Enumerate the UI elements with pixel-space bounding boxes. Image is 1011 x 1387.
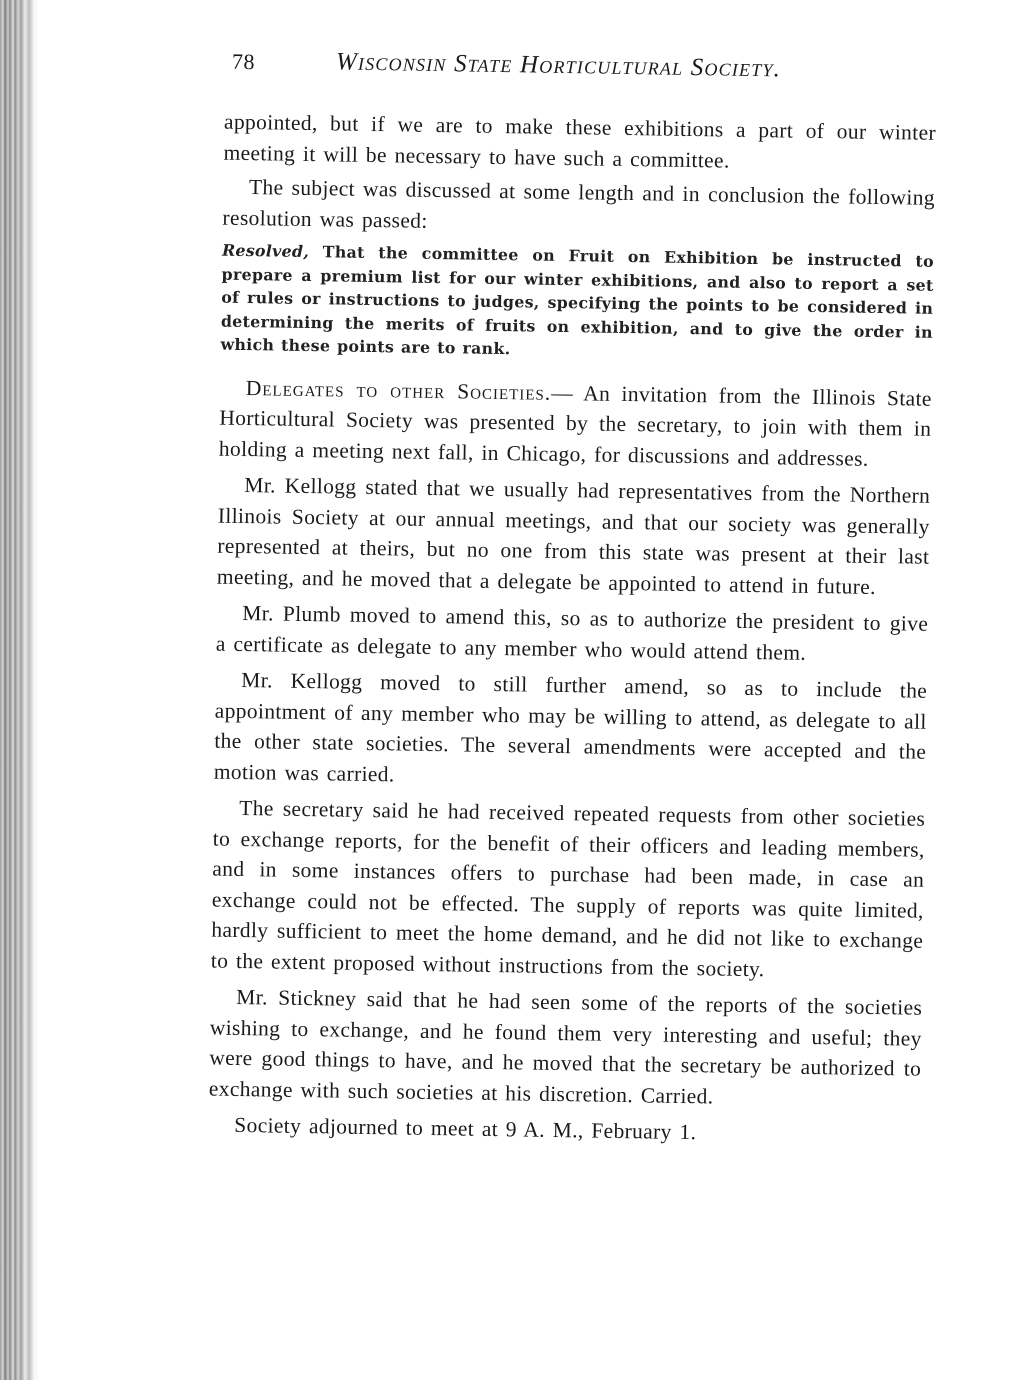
page-body	[208, 107, 936, 1158]
paragraph-adjourned: Society adjourned to meet at 9 A. M., February 1.	[234, 1112, 697, 1145]
running-head: Wisconsin State Horticultural Society.	[335, 48, 782, 83]
paragraph-continuation: appointed, but if we are to make these exhibitions a part of our winter meeting it will be necessary to have such a committee.	[223, 109, 937, 173]
page-header	[232, 47, 853, 97]
section-heading-delegates: Delegates to other Societies.	[245, 375, 552, 405]
resolution-block	[220, 239, 934, 368]
paragraph-stickney: Mr. Stickney said that he had seen some of the reports of the societies wishing to exchange, and he found them very interesting and useful; they were good things to have, and he moved that the secretary be authorized to exchange with such societies at his discretion. Carried.	[208, 984, 923, 1108]
paragraph-plumb: Mr. Plumb moved to amend this, so as to authorize the president to give a certificate as delegate to any member who would attend them.	[215, 601, 929, 665]
resolution-text: That the committee on Fruit on Exhibition be instructed to prepare a premium list for our winter exhibitions, and also to report a set of rules or instructions to judges, specifying the points to be considered in determining the merits of fruits on exhibition, and to give the order in which these points are to rank.	[220, 242, 935, 359]
paragraph-resolution-intro: The subject was discussed at some length and in conclusion the following resolution was passed:	[222, 175, 936, 233]
page-number: 78	[231, 48, 256, 75]
delegates-text: — An invitation from the Illinois State Horticultural Society was presented by the secretary, to join with them in holding a meeting next fall, in Chicago, for discussions and addresses.	[218, 380, 932, 471]
paragraph-kellogg: Mr. Kellogg stated that we usually had representatives from the Northern Illinois Society at our annual meetings, and that our society was generally represented at theirs, but no one from this state was present at their last meeting, and he moved that a delegate be appointed to attend in future.	[216, 473, 931, 599]
paragraph-delegates	[219, 372, 932, 475]
paragraph-secretary: The secretary said he had received repeated requests from other societies to exchange reports, for the benefit of their officers and leading members, and in some instances offers to purchase had been made, in case an exchange could not be effected. The supply of reports was quite limited, hardly sufficient to meet the home demand, and he did not like to exchange to the extent proposed without instructions from the society.	[210, 795, 926, 981]
resolution-lead: Resolved,	[221, 240, 310, 262]
paragraph-kellogg-amend: Mr. Kellogg moved to still further amend, so as to include the appointment of any member who may be willing to attend, as delegate to all the other state societies. The several amendments were accepted and the motion was carried.	[213, 667, 928, 786]
